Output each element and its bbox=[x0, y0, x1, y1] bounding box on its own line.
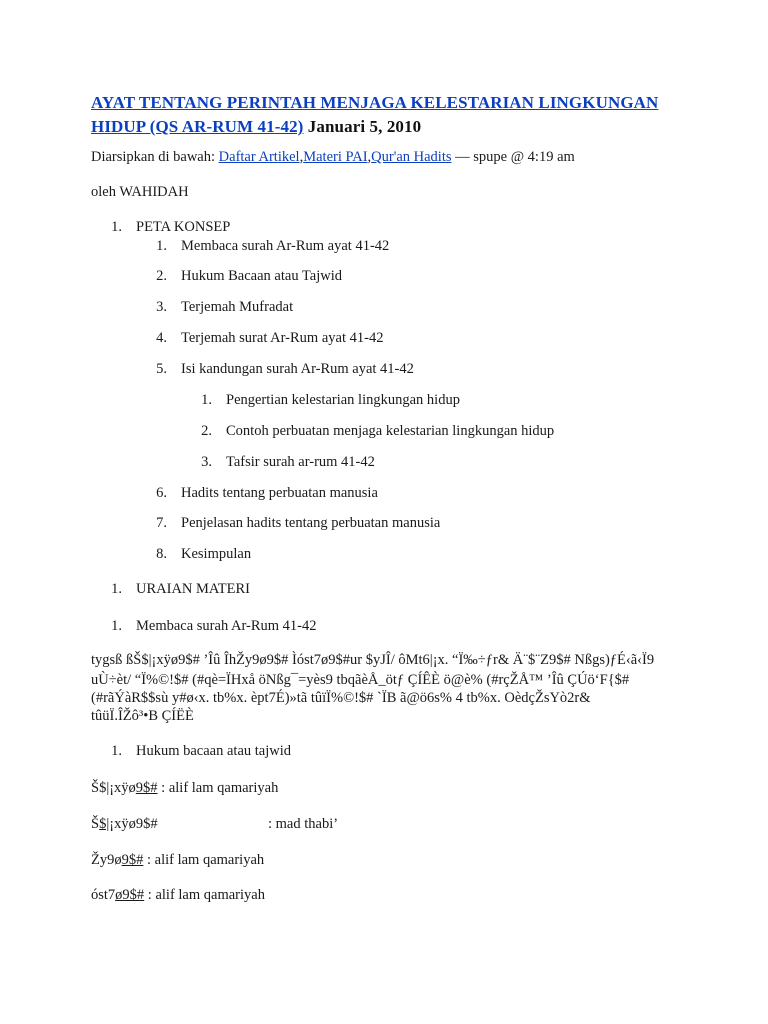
list-number: 1. bbox=[111, 581, 122, 597]
list-number: 1. bbox=[111, 618, 122, 634]
archive-line: Diarsipkan di bawah: Daftar Artikel,Materi PAI,Qur'an Hadits — spupe @ 4:19 am bbox=[91, 149, 575, 165]
category-link-quran-hadits[interactable]: Qur'an Hadits bbox=[371, 149, 452, 165]
list-number: 3. bbox=[156, 299, 167, 315]
list-item: Pengertian kelestarian lingkungan hidup bbox=[226, 392, 460, 408]
list-number: 2. bbox=[201, 423, 212, 439]
category-link-materi-pai[interactable]: Materi PAI bbox=[303, 149, 368, 165]
list-item-uraian-materi: URAIAN MATERI bbox=[136, 581, 250, 597]
arabic-text-line: tygsß ßŠ$|¡xÿø9$# ’Îû ÎhŽy9ø9$# Ìóst7ø9$#ur $yJÎ/ ôMt6|¡x. “Ï‰÷ƒr& Ä¨$¨Z9$# Nßgs)ƒÉ‹ã‹Ï9 bbox=[91, 652, 655, 668]
list-item: Kesimpulan bbox=[181, 546, 252, 562]
list-item: Hadits tentang perbuatan manusia bbox=[181, 485, 378, 501]
list-number: 4. bbox=[156, 330, 167, 346]
category-link-daftar-artikel[interactable]: Daftar Artikel bbox=[218, 149, 300, 165]
list-item: Isi kandungan surah Ar-Rum ayat 41-42 bbox=[181, 361, 414, 377]
tajwid-rule: : mad thabi’ bbox=[268, 816, 339, 832]
list-number: 6. bbox=[156, 485, 167, 501]
list-item: Contoh perbuatan menjaga kelestarian lingkungan hidup bbox=[226, 423, 555, 439]
tajwid-row: Š$|¡xÿø9$# : alif lam qamariyah bbox=[91, 780, 279, 796]
list-number: 2. bbox=[156, 268, 167, 284]
list-number: 8. bbox=[156, 546, 167, 562]
list-number: 1. bbox=[111, 743, 122, 759]
archive-prefix: Diarsipkan di bawah: bbox=[91, 149, 219, 165]
list-number: 1. bbox=[156, 238, 167, 254]
list-item-membaca-surah: Membaca surah Ar-Rum 41-42 bbox=[136, 618, 317, 634]
post-date: Januari 5, 2010 bbox=[307, 117, 422, 136]
arabic-text-line: uÙ÷èt/ “Ï%©!$# (#qè=ÏHxå öNßg¯=yès9 tbqãèÅ_ötƒ ÇÍÊÈ ö@è% (#rçŽÅ™ ’Îû ÇÚö‘F{$# bbox=[91, 672, 630, 688]
post-meta: — spupe @ 4:19 am bbox=[451, 149, 575, 165]
author-line: oleh WAHIDAH bbox=[91, 184, 189, 200]
arabic-text-line: tûüÏ.ÎŽô³•B ÇÍËÈ bbox=[91, 708, 194, 724]
post-title bbox=[91, 91, 711, 139]
section-heading-tajwid: Hukum bacaan atau tajwid bbox=[136, 743, 292, 759]
tajwid-row: Š$|¡xÿø9$# bbox=[91, 816, 158, 832]
tajwid-row: óst7ø9$# : alif lam qamariyah bbox=[91, 887, 265, 903]
list-number: 5. bbox=[156, 361, 167, 377]
list-number: 7. bbox=[156, 515, 167, 531]
post-title-link[interactable]: AYAT TENTANG PERINTAH MENJAGA KELESTARIAN LINGKUNGAN HIDUP (QS AR-RUM 41-42) bbox=[91, 93, 659, 136]
arabic-text-line: (#rãÝàR$$sù y#ø‹x. tb%x. èpt7É)»tã tûïÏ%©!$# `ÏB ã@ö6s% 4 tb%x. OèdçŽsYò2r& bbox=[91, 690, 591, 706]
tajwid-row: Žy9ø9$# : alif lam qamariyah bbox=[91, 852, 265, 868]
list-item: Tafsir surah ar-rum 41-42 bbox=[226, 454, 375, 470]
list-item: Terjemah surat Ar-Rum ayat 41-42 bbox=[181, 330, 384, 346]
list-number: 3. bbox=[201, 454, 212, 470]
list-number: 1. bbox=[111, 219, 122, 235]
list-item-peta-konsep: PETA KONSEP bbox=[136, 219, 231, 235]
list-item: Hukum Bacaan atau Tajwid bbox=[181, 268, 342, 284]
list-number: 1. bbox=[201, 392, 212, 408]
list-item: Membaca surah Ar-Rum ayat 41-42 bbox=[181, 238, 390, 254]
list-item: Terjemah Mufradat bbox=[181, 299, 294, 315]
list-item: Penjelasan hadits tentang perbuatan manusia bbox=[181, 515, 441, 531]
